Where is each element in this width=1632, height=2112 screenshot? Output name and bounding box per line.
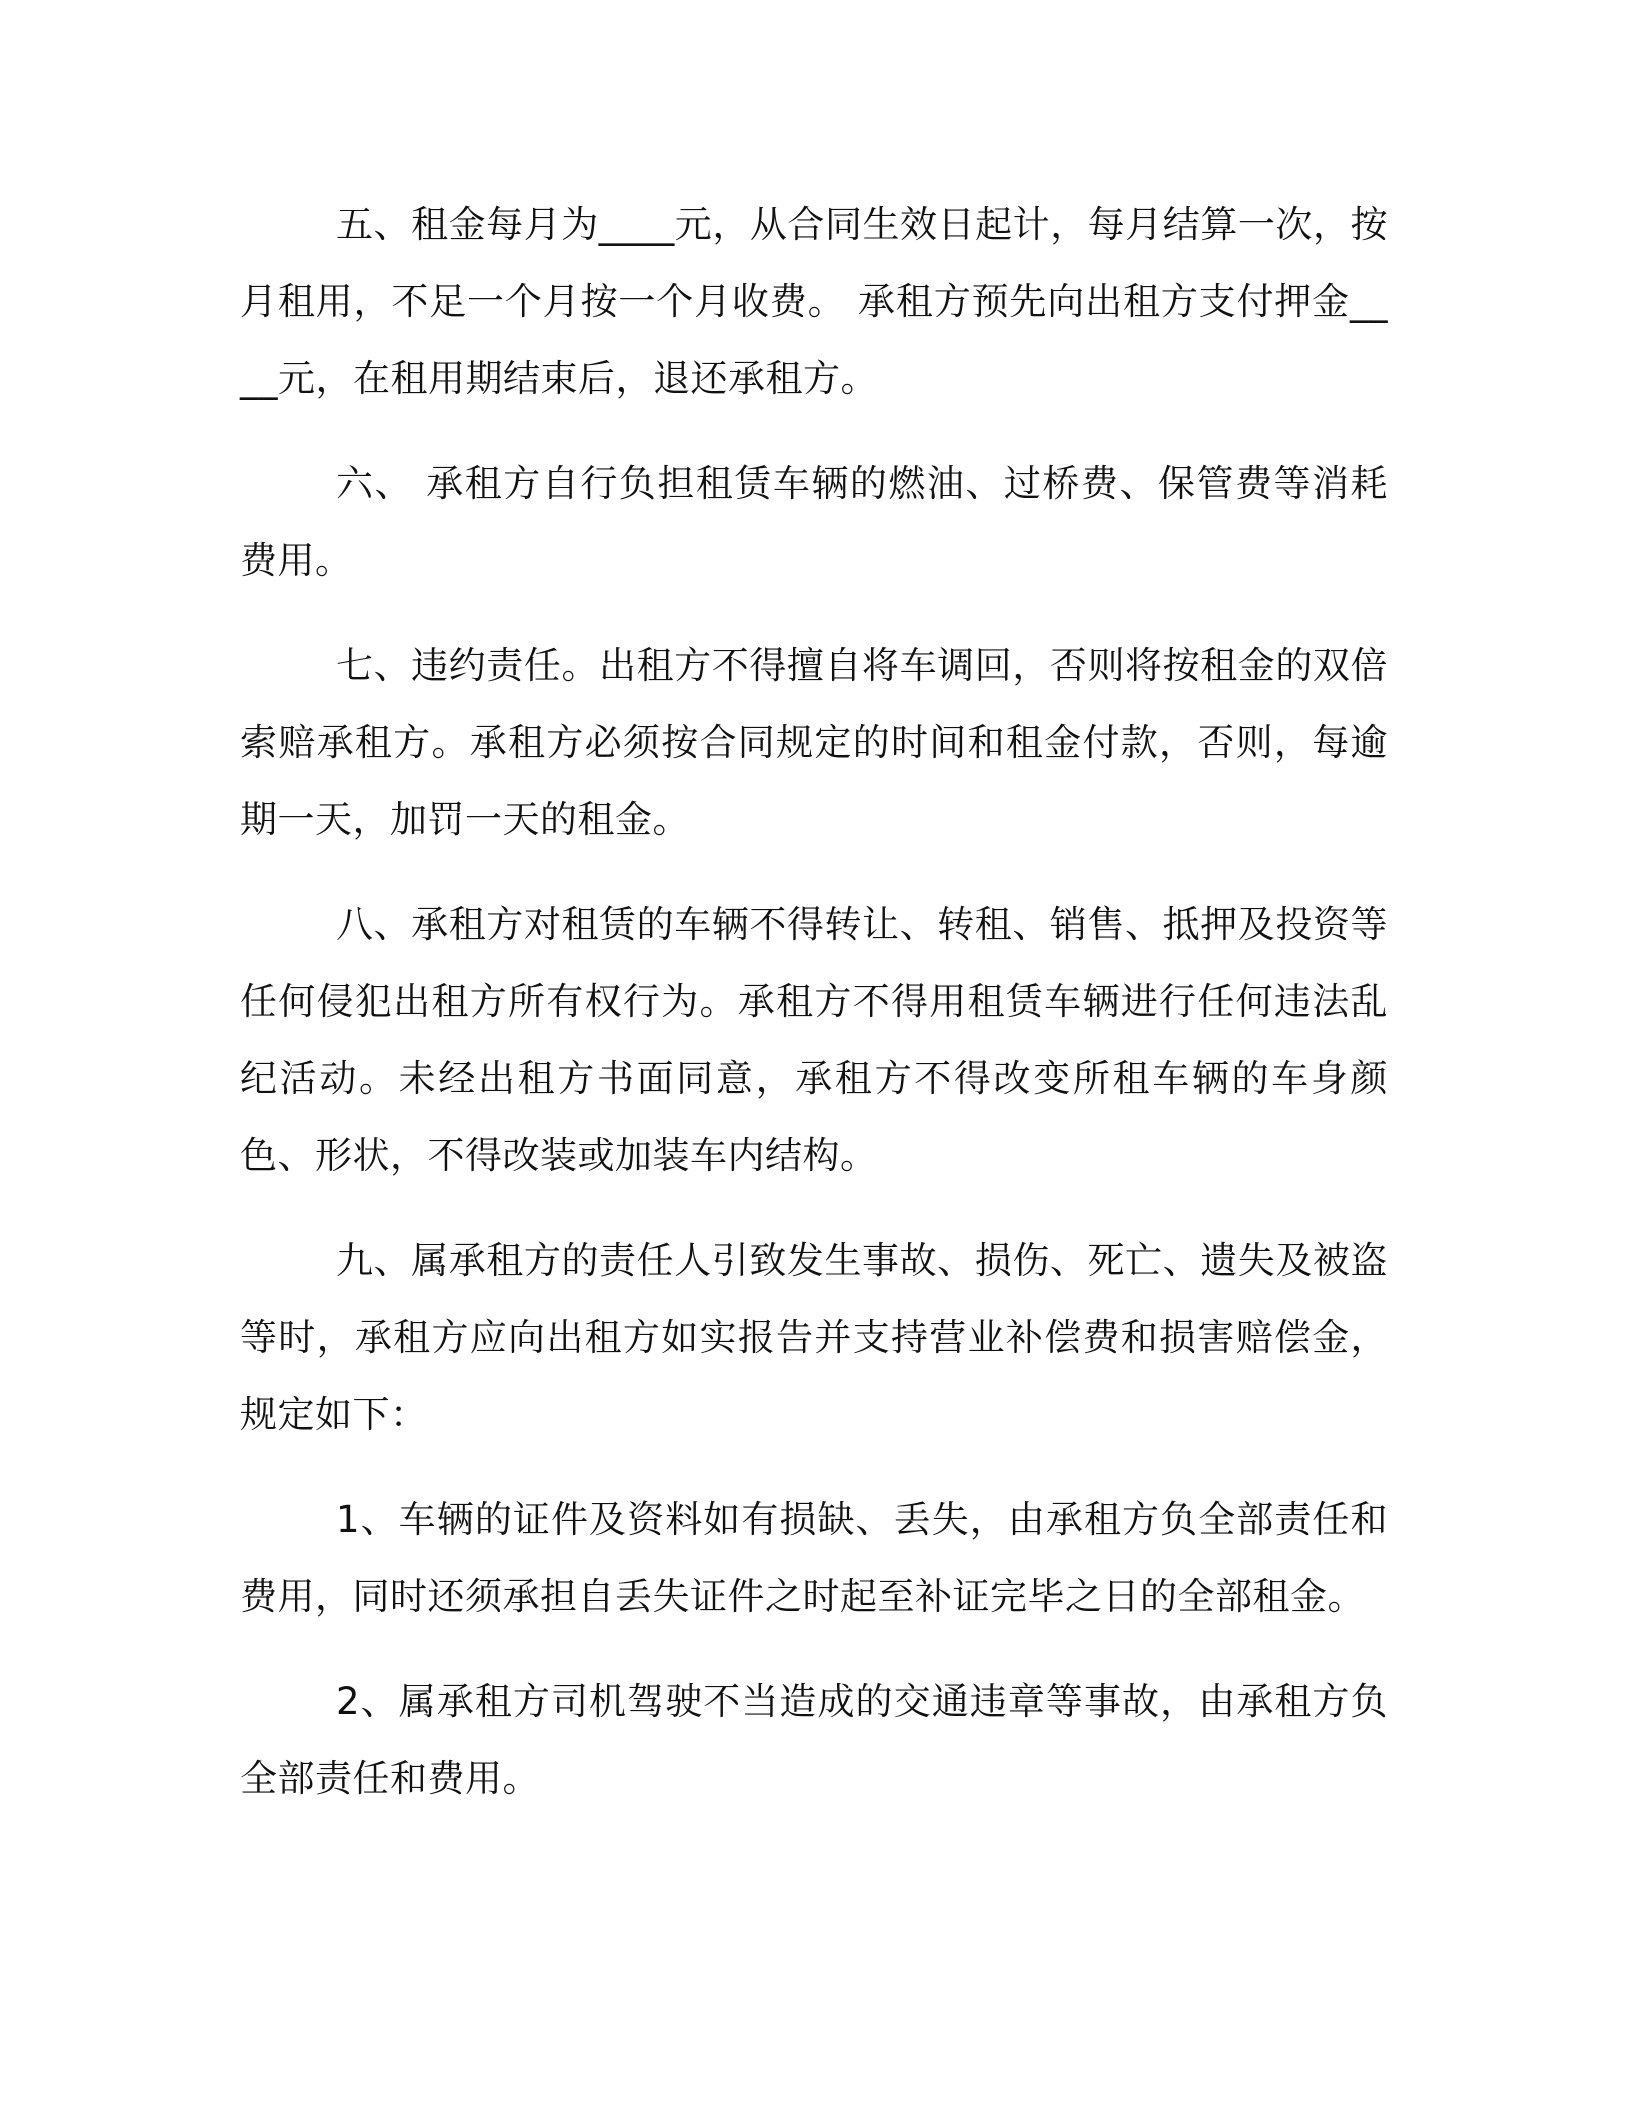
- clause-8-ownership-protection: 八、承租方对租赁的车辆不得转让、转租、销售、抵押及投资等任何侵犯出租方所有权行为。承租方不得用租赁车辆进行任何违法乱纪活动。未经出租方书面同意，承租方不得改变所租车辆的车身颜色、形状，不得改装或加装车内结构。: [240, 903, 1388, 1177]
- clause-7-liability-for-breach: 七、违约责任。出租方不得擅自将车调回，否则将按租金的双倍索赔承租方。承租方必须按合同规定的时间和租金付款，否则，每逾期一天，加罚一天的租金。: [240, 644, 1388, 841]
- clause-5-rent-payment: 五、租金每月为____元，从合同生效日起计，每月结算一次，按月租用，不足一个月按一个月收费。 承租方预先向出租方支付押金____元，在租用期结束后，退还承租方。: [240, 203, 1388, 400]
- document-body: [240, 186, 1388, 1845]
- subclause-2-driver-violations: 2、属承租方司机驾驶不当造成的交通违章等事故，由承租方负全部责任和费用。: [240, 1680, 1388, 1800]
- clause-6-consumption-costs: 六、 承租方自行负担租赁车辆的燃油、过桥费、保管费等消耗费用。: [240, 462, 1388, 582]
- clause-9-accident-compensation: 九、属承租方的责任人引致发生事故、损伤、死亡、遗失及被盗等时，承租方应向出租方如实报告并支持营业补偿费和损害赔偿金，规定如下：: [240, 1239, 1388, 1436]
- subclause-1-lost-documents: 1、车辆的证件及资料如有损缺、丢失，由承租方负全部责任和费用，同时还须承担自丢失证件之时起至补证完毕之日的全部租金。: [240, 1498, 1388, 1618]
